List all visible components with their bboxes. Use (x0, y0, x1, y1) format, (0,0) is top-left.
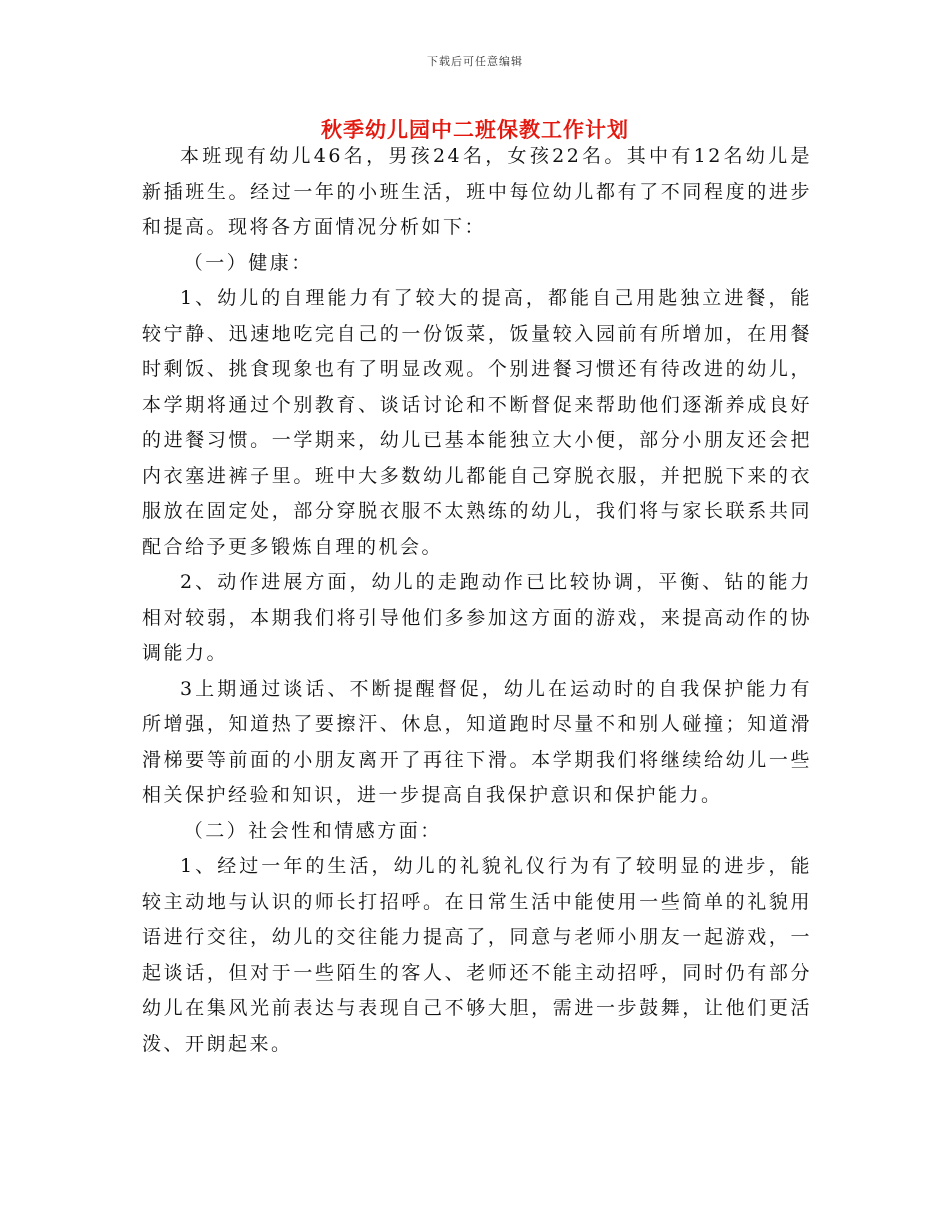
header-note: 下载后可任意编辑 (427, 55, 523, 68)
intro-paragraph: 本班现有幼儿46名，男孩24名，女孩22名。其中有12名幼儿是新插班生。经过一年的小班生活，班中每位幼儿都有了不同程度的进步和提高。现将各方面情况分析如下： (142, 145, 812, 238)
section-heading-social: （二）社会性和情感方面： (183, 819, 442, 842)
social-paragraph-1: 1、经过一年的生活，幼儿的礼貌礼仪行为有了较明显的进步，能较主动地与认识的师长打招呼。在日常生活中能使用一些简单的礼貌用语进行交往，幼儿的交往能力提高了，同意与老师小朋友一起游戏，一起谈话，但对于一些陌生的客人、老师还不能主动招呼，同时仍有部分幼儿在集风光前表达与表现自己不够大胆，需进一步鼓舞，让他们更活泼、开朗起来。 (142, 855, 812, 1055)
document-title: 秋季幼儿园中二班保教工作计划 (321, 117, 629, 142)
document-body (142, 139, 812, 1062)
health-paragraph-2: 2、动作进展方面，幼儿的走跑动作已比较协调，平衡、钻的能力相对较弱，本期我们将引导他们多参加这方面的游戏，来提高动作的协调能力。 (142, 571, 812, 664)
health-paragraph-1: 1、幼儿的自理能力有了较大的提高，都能自己用匙独立进餐，能较宁静、迅速地吃完自己的一份饭菜，饭量较入园前有所增加，在用餐时剩饭、挑食现象也有了明显改观。个别进餐习惯还有待改进的幼儿，本学期将通过个别教育、谈话讨论和不断督促来帮助他们逐渐养成良好的进餐习惯。一学期来，幼儿已基本能独立大小便，部分小朋友还会把内衣塞进裤子里。班中大多数幼儿都能自己穿脱衣服，并把脱下来的衣服放在固定处，部分穿脱衣服不太熟练的幼儿，我们将与家长联系共同配合给予更多锻炼自理的机会。 (142, 287, 812, 558)
section-heading-health: （一）健康： (183, 251, 313, 274)
health-paragraph-3: 3上期通过谈话、不断提醒督促，幼儿在运动时的自我保护能力有所增强，知道热了要擦汗、休息，知道跑时尽量不和别人碰撞；知道滑滑梯要等前面的小朋友离开了再往下滑。本学期我们将继续给幼儿一些相关保护经验和知识，进一步提高自我保护意识和保护能力。 (142, 677, 812, 806)
